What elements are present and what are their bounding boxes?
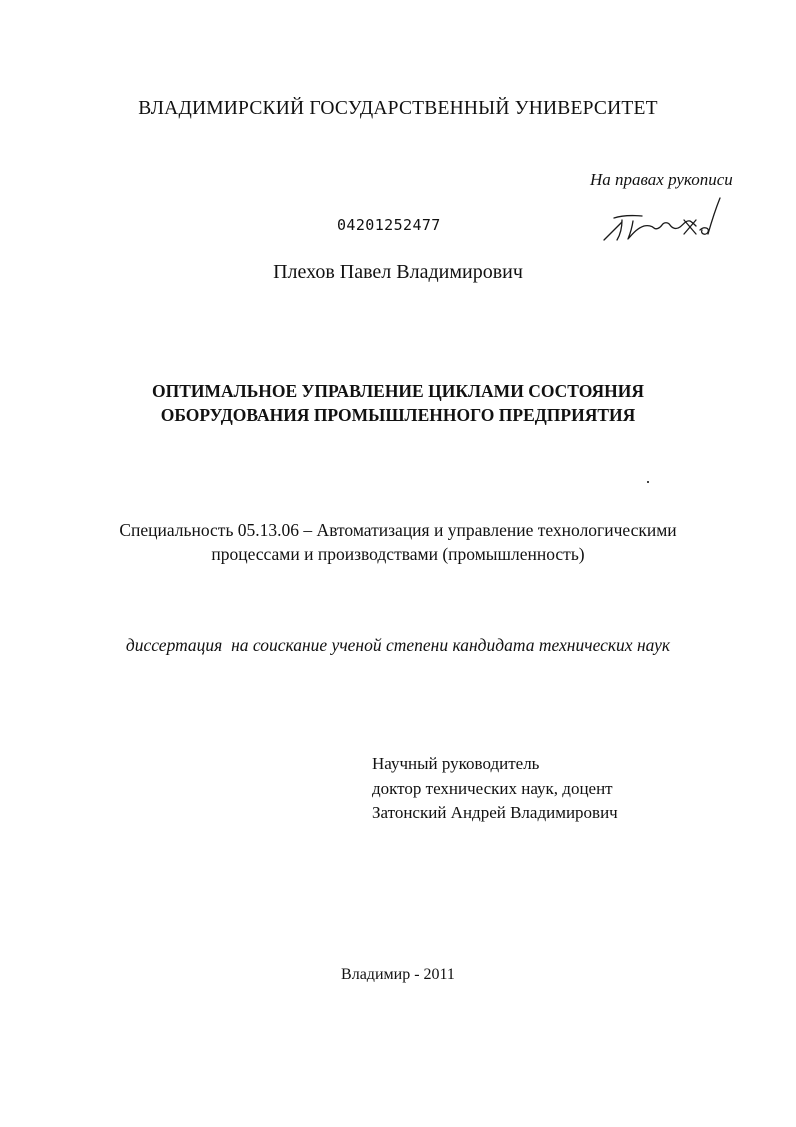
city-year: Владимир - 2011 <box>341 966 455 983</box>
university-name: ВЛАДИМИРСКИЙ ГОСУДАРСТВЕННЫЙ УНИВЕРСИТЕТ <box>138 98 658 119</box>
dissertation-title-line-2: ОБОРУДОВАНИЯ ПРОМЫШЛЕННОГО ПРЕДПРИЯТИЯ <box>160 405 636 425</box>
supervisor-role: Научный руководитель <box>372 754 540 773</box>
catalog-number: 04201252477 <box>337 216 441 234</box>
dissertation-title-line-1: ОПТИМАЛЬНОЕ УПРАВЛЕНИЕ ЦИКЛАМИ СОСТОЯНИЯ <box>152 381 644 401</box>
author-name: Плехов Павел Владимирович <box>273 261 523 283</box>
specialty-line-2: процессами и производствами (промышленность) <box>211 544 585 564</box>
supervisor-rank: доктор технических наук, доцент <box>372 778 613 798</box>
supervisor-name: Затонский Андрей Владимирович <box>372 803 618 822</box>
specialty <box>0 518 796 566</box>
supervisor-block <box>372 752 618 826</box>
specialty-line-1: Специальность 05.13.06 – Автоматизация и управление технологическими <box>119 520 677 540</box>
manuscript-rights-note: На правах рукописи <box>590 170 733 189</box>
scan-speck <box>647 481 649 483</box>
degree-statement: диссертация на соискание ученой степени кандидата технических наук <box>125 635 671 655</box>
author-signature-icon <box>600 190 730 250</box>
dissertation-title <box>0 379 796 427</box>
